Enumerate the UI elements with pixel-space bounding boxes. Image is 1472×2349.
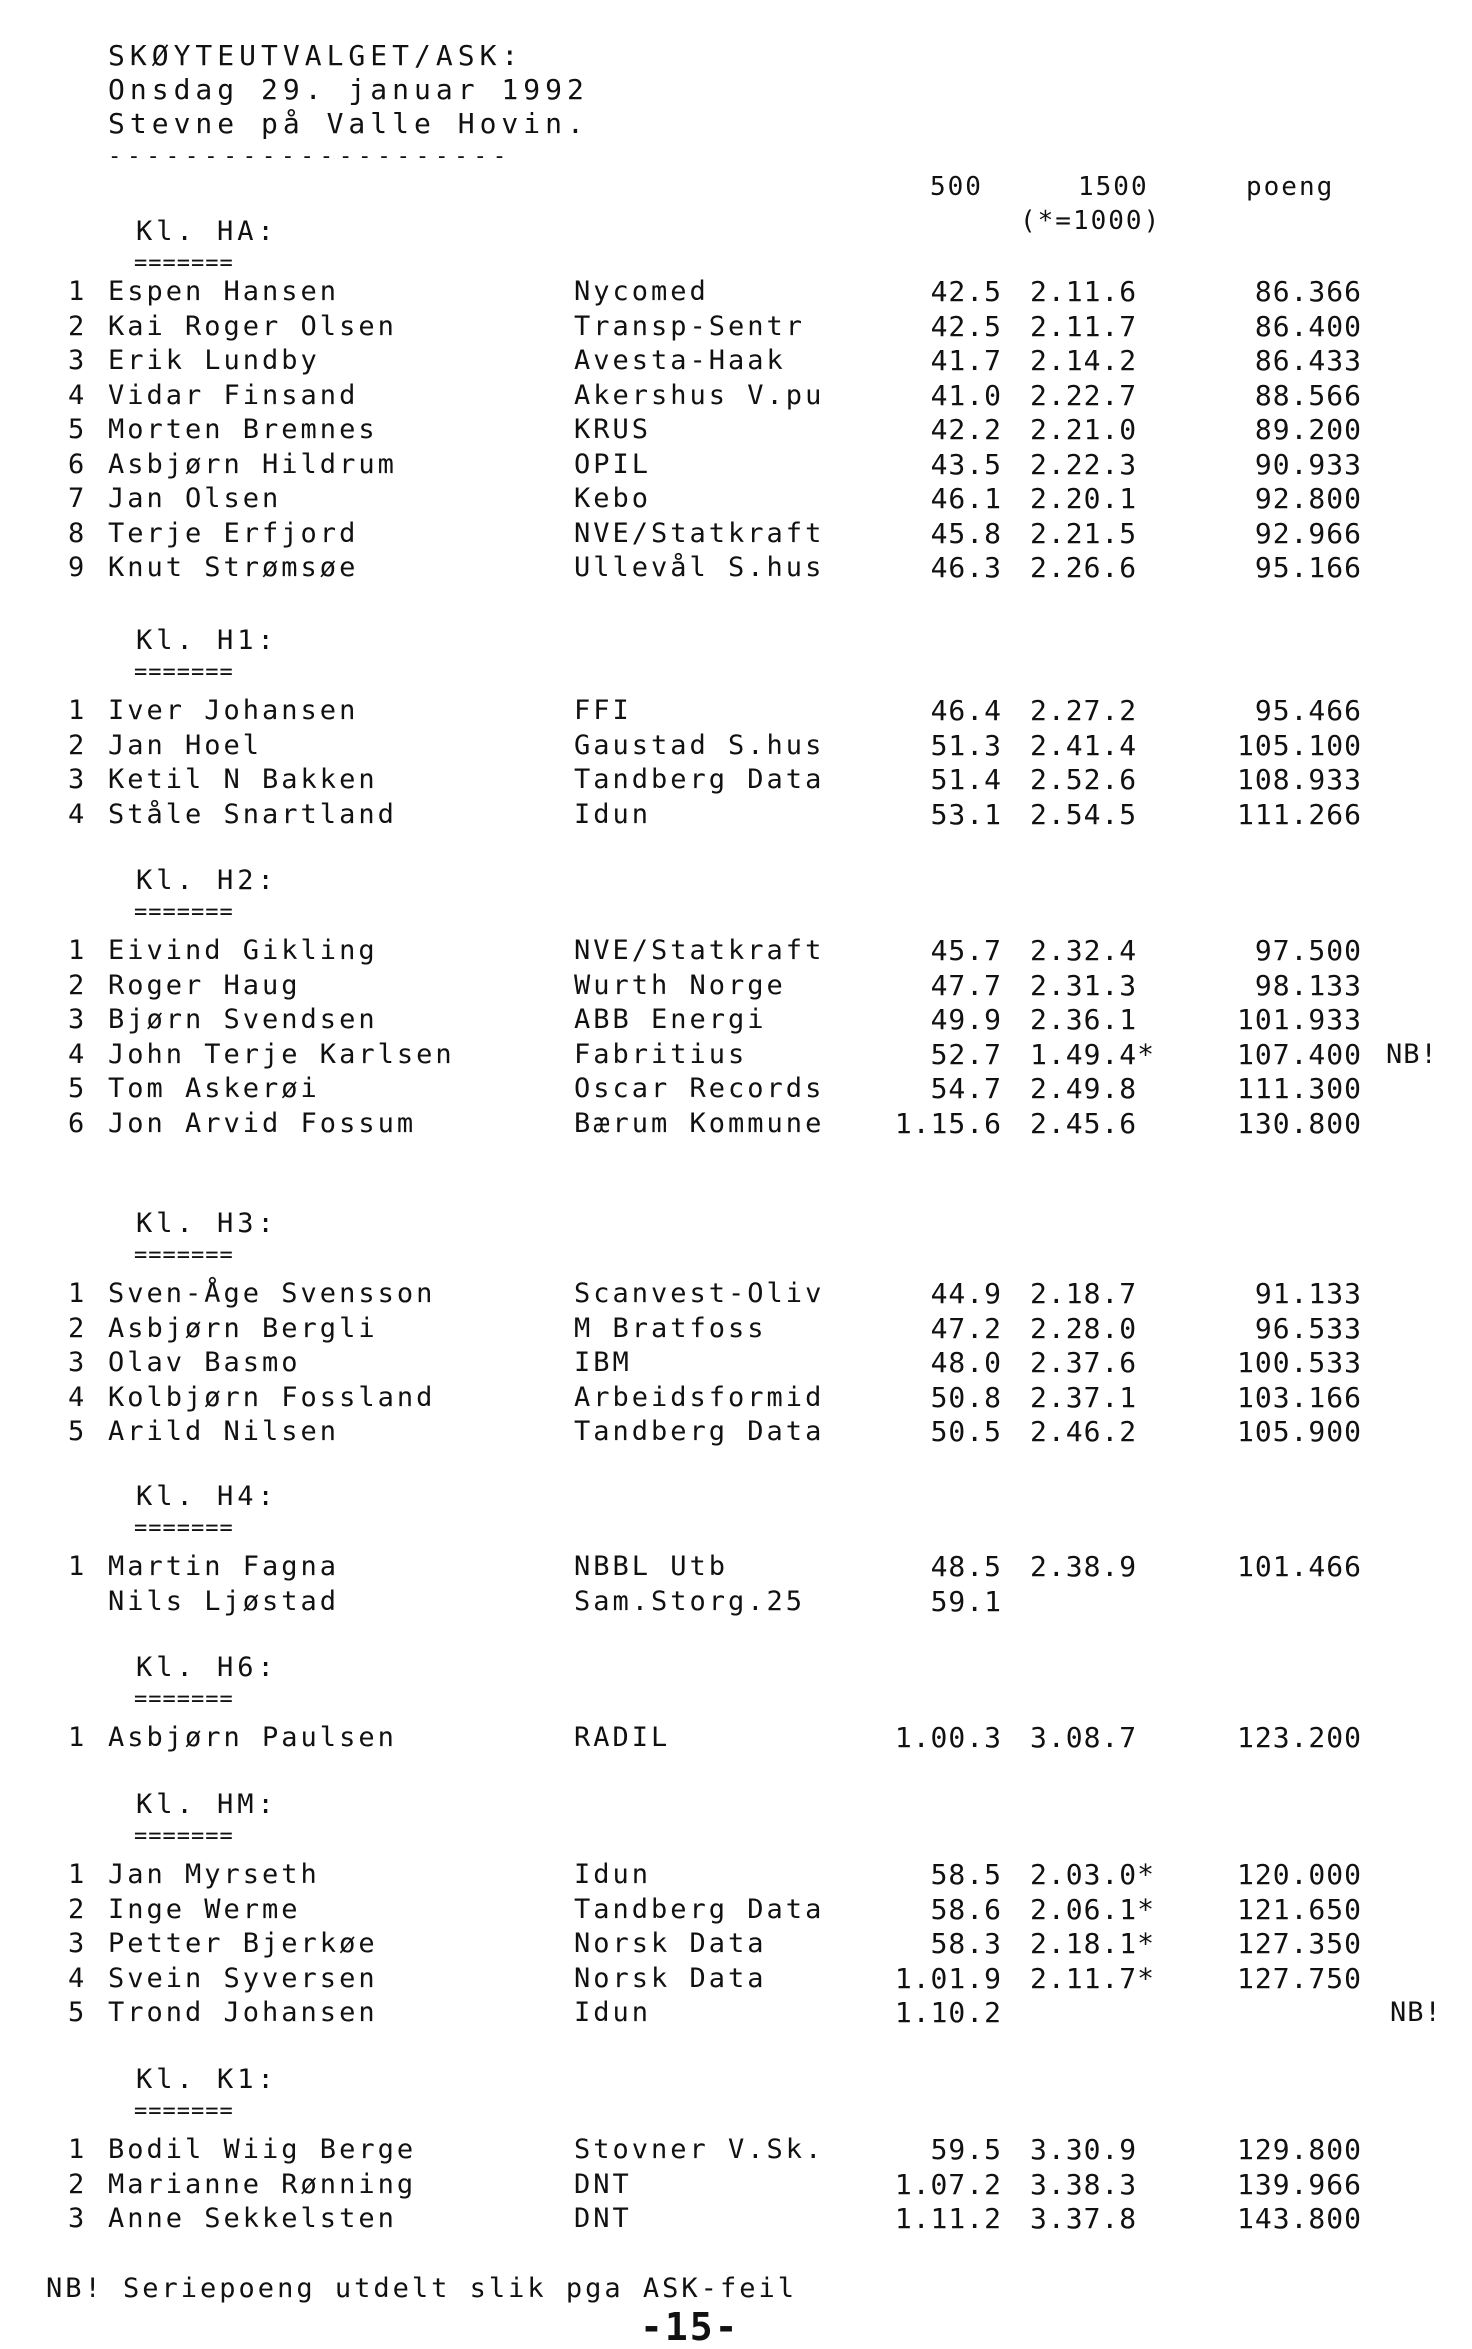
result-name: Roger Haug <box>108 969 301 1001</box>
class-title: Kl. HA: <box>136 216 278 247</box>
result-time-1500: 3.37.8 <box>1030 2202 1138 2235</box>
result-club: Norsk Data <box>574 1928 767 1959</box>
result-club: Akershus V.pu <box>574 379 825 411</box>
result-club: Scanvest-Oliv <box>574 1278 825 1309</box>
result-name: Martin Fagna <box>108 1551 340 1582</box>
header-venue: Stevne på Valle Hovin. <box>108 107 589 140</box>
result-club: Norsk Data <box>574 1962 767 1994</box>
result-name: Anne Sekkelsten <box>108 2203 397 2234</box>
result-club: Fabritius <box>574 1038 748 1070</box>
result-rank: 1 <box>68 1551 88 1582</box>
result-time-500: 1.10.2 <box>894 1996 1002 2029</box>
result-time-500: 50.8 <box>930 1380 1002 1414</box>
result-time-1500: 2.41.4 <box>1030 728 1138 762</box>
result-rank: 3 <box>68 764 88 795</box>
result-name: Bjørn Svendsen <box>108 1004 378 1035</box>
class-title: Kl. H1: <box>136 625 278 656</box>
result-time-1500: 2.18.7 <box>1030 1277 1138 1310</box>
result-rank: 5 <box>68 414 88 445</box>
result-time-1500: 2.45.6 <box>1030 1106 1138 1140</box>
result-time-1500: 2.03.0* <box>1030 1858 1156 1891</box>
result-time-500: 41.7 <box>930 344 1002 377</box>
result-name: Kai Roger Olsen <box>108 310 397 342</box>
result-points: 86.366 <box>1254 275 1362 308</box>
result-time-500: 51.3 <box>930 728 1002 762</box>
result-time-500: 42.5 <box>930 275 1002 308</box>
result-club: Idun <box>574 1859 652 1890</box>
result-points: 101.466 <box>1236 1550 1362 1583</box>
result-club: Gaustad S.hus <box>574 729 825 761</box>
result-time-1500: 3.08.7 <box>1030 1721 1138 1754</box>
result-time-1500: 2.26.6 <box>1030 551 1138 584</box>
header-title: SKØYTEUTVALGET/ASK: <box>108 39 524 72</box>
result-name: Sven-Åge Svensson <box>108 1278 436 1309</box>
result-points: 111.300 <box>1236 1072 1362 1105</box>
result-time-1500: 2.22.3 <box>1030 447 1138 481</box>
result-club: Idun <box>574 1997 652 2028</box>
result-rank: 2 <box>68 1893 88 1925</box>
result-points: 86.400 <box>1254 309 1362 343</box>
result-points: 86.433 <box>1254 344 1362 377</box>
result-rank: 1 <box>68 2134 88 2165</box>
column-header-500: 500 <box>930 172 983 202</box>
result-rank: 2 <box>68 310 88 342</box>
result-club: OPIL <box>574 448 652 480</box>
class-title: Kl. H3: <box>136 1208 278 1239</box>
result-rank: 2 <box>68 2168 88 2200</box>
result-name: Nils Ljøstad <box>108 1585 340 1617</box>
class-underline: ======= <box>134 1687 234 1712</box>
result-time-1500: 2.11.7* <box>1030 1961 1156 1995</box>
result-time-500: 59.1 <box>930 1584 1002 1618</box>
result-name: Asbjørn Bergli <box>108 1312 378 1344</box>
result-name: Eivind Gikling <box>108 935 378 966</box>
result-rank: 7 <box>68 483 88 514</box>
result-points: 101.933 <box>1236 1003 1362 1036</box>
result-time-500: 58.3 <box>930 1927 1002 1960</box>
column-header-points: poeng <box>1246 172 1335 202</box>
result-points: 123.200 <box>1236 1721 1362 1754</box>
result-club: Arbeidsformid <box>574 1381 825 1413</box>
result-rank: 1 <box>68 1722 88 1753</box>
result-rank: 8 <box>68 517 88 549</box>
result-note: NB! <box>1390 1997 1442 2028</box>
result-club: Idun <box>574 798 652 830</box>
result-time-500: 46.1 <box>930 482 1002 515</box>
result-points: 92.800 <box>1254 482 1362 515</box>
result-name: Bodil Wiig Berge <box>108 2134 417 2165</box>
result-club: NVE/Statkraft <box>574 935 825 966</box>
result-time-1500: 2.11.6 <box>1030 275 1138 308</box>
result-name: Petter Bjerkøe <box>108 1928 378 1959</box>
result-time-500: 46.3 <box>930 551 1002 584</box>
result-time-500: 54.7 <box>930 1072 1002 1105</box>
column-header-1500: 1500 <box>1078 172 1149 202</box>
result-rank: 3 <box>68 345 88 376</box>
result-club: Nycomed <box>574 276 709 307</box>
class-underline: ======= <box>134 900 234 925</box>
result-time-1500: 2.18.1* <box>1030 1927 1156 1960</box>
result-club: Tandberg Data <box>574 1893 825 1925</box>
result-rank: 3 <box>68 1347 88 1378</box>
result-time-1500: 2.37.1 <box>1030 1380 1138 1414</box>
result-name: Asbjørn Paulsen <box>108 1722 397 1753</box>
result-time-500: 42.2 <box>930 413 1002 446</box>
result-rank: 2 <box>68 1312 88 1344</box>
result-time-500: 1.11.2 <box>894 2202 1002 2235</box>
result-time-1500: 2.31.3 <box>1030 968 1138 1002</box>
result-points: 121.650 <box>1236 1892 1362 1926</box>
result-rank: 9 <box>68 552 88 583</box>
result-time-1500: 2.46.2 <box>1030 1415 1138 1448</box>
result-time-500: 59.5 <box>930 2133 1002 2166</box>
result-rank: 3 <box>68 2203 88 2234</box>
result-club: Ullevål S.hus <box>574 552 825 583</box>
result-club: Bærum Kommune <box>574 1107 825 1139</box>
result-rank: 4 <box>68 1381 88 1413</box>
result-name: Terje Erfjord <box>108 517 359 549</box>
result-name: Jan Olsen <box>108 483 282 514</box>
result-club: RADIL <box>574 1722 671 1753</box>
result-rank: 4 <box>68 1962 88 1994</box>
result-points: 107.400 <box>1236 1037 1362 1071</box>
result-club: NBBL Utb <box>574 1551 729 1582</box>
page-number: -15- <box>640 2305 740 2349</box>
result-time-500: 1.00.3 <box>894 1721 1002 1754</box>
class-title: Kl. HM: <box>136 1789 278 1820</box>
result-time-500: 44.9 <box>930 1277 1002 1310</box>
result-club: Tandberg Data <box>574 764 825 795</box>
result-points: 97.500 <box>1254 934 1362 967</box>
result-points: 127.350 <box>1236 1927 1362 1960</box>
result-time-1500: 2.14.2 <box>1030 344 1138 377</box>
result-time-1500: 2.21.0 <box>1030 413 1138 446</box>
result-name: Marianne Rønning <box>108 2168 417 2200</box>
result-rank: 2 <box>68 969 88 1001</box>
result-time-500: 58.5 <box>930 1858 1002 1891</box>
result-points: 120.000 <box>1236 1858 1362 1891</box>
result-club: IBM <box>574 1347 632 1378</box>
result-name: Asbjørn Hildrum <box>108 448 397 480</box>
result-time-1500: 2.11.7 <box>1030 309 1138 343</box>
class-underline: ======= <box>134 2099 234 2124</box>
result-points: 100.533 <box>1236 1346 1362 1379</box>
result-time-500: 49.9 <box>930 1003 1002 1036</box>
result-club: Transp-Sentr <box>574 310 806 342</box>
result-name: Knut Strømsøe <box>108 552 359 583</box>
result-points: 111.266 <box>1236 797 1362 831</box>
result-time-1500: 2.36.1 <box>1030 1003 1138 1036</box>
class-title: Kl. K1: <box>136 2064 278 2095</box>
result-club: Tandberg Data <box>574 1416 825 1447</box>
result-club: Stovner V.Sk. <box>574 2134 825 2165</box>
result-points: 89.200 <box>1254 413 1362 446</box>
column-header-1500-note: (*=1000) <box>1020 206 1162 236</box>
result-club: M Bratfoss <box>574 1312 767 1344</box>
result-rank: 1 <box>68 695 88 726</box>
class-title: Kl. H6: <box>136 1652 278 1683</box>
result-club: FFI <box>574 695 632 726</box>
result-club: Avesta-Haak <box>574 345 786 376</box>
result-time-500: 1.07.2 <box>894 2167 1002 2201</box>
result-points: 95.466 <box>1254 694 1362 727</box>
result-time-1500: 2.27.2 <box>1030 694 1138 727</box>
result-time-1500: 3.38.3 <box>1030 2167 1138 2201</box>
result-time-500: 41.0 <box>930 378 1002 412</box>
result-time-500: 45.7 <box>930 934 1002 967</box>
result-name: Ståle Snartland <box>108 798 397 830</box>
result-club: Oscar Records <box>574 1073 825 1104</box>
class-underline: ======= <box>134 1824 234 1849</box>
result-rank: 5 <box>68 1997 88 2028</box>
result-rank: 4 <box>68 379 88 411</box>
result-name: Jon Arvid Fossum <box>108 1107 417 1139</box>
class-title: Kl. H4: <box>136 1481 278 1512</box>
result-name: Inge Werme <box>108 1893 301 1925</box>
class-underline: ======= <box>134 251 234 276</box>
result-name: Jan Hoel <box>108 729 263 761</box>
result-time-1500: 2.52.6 <box>1030 763 1138 796</box>
result-name: Espen Hansen <box>108 276 340 307</box>
result-points: 108.933 <box>1236 763 1362 796</box>
result-name: Arild Nilsen <box>108 1416 340 1447</box>
result-points: 105.100 <box>1236 728 1362 762</box>
result-club: ABB Energi <box>574 1004 767 1035</box>
result-name: Tom Askerøi <box>108 1073 320 1104</box>
result-club: DNT <box>574 2203 632 2234</box>
result-time-500: 46.4 <box>930 694 1002 727</box>
result-rank: 3 <box>68 1004 88 1035</box>
result-time-500: 50.5 <box>930 1415 1002 1448</box>
result-points: 143.800 <box>1236 2202 1362 2235</box>
result-time-500: 48.5 <box>930 1550 1002 1583</box>
class-underline: ======= <box>134 1516 234 1541</box>
result-points: 103.166 <box>1236 1380 1362 1414</box>
result-time-1500: 2.28.0 <box>1030 1311 1138 1345</box>
result-name: Ketil N Bakken <box>108 764 378 795</box>
result-time-1500: 2.32.4 <box>1030 934 1138 967</box>
result-rank: 1 <box>68 276 88 307</box>
result-time-500: 47.7 <box>930 968 1002 1002</box>
result-club: KRUS <box>574 414 652 445</box>
result-rank: 1 <box>68 1278 88 1309</box>
result-time-500: 51.4 <box>930 763 1002 796</box>
result-time-1500: 2.20.1 <box>1030 482 1138 515</box>
result-points: 96.533 <box>1254 1311 1362 1345</box>
result-club: NVE/Statkraft <box>574 517 825 549</box>
result-time-500: 1.01.9 <box>894 1961 1002 1995</box>
result-points: 90.933 <box>1254 447 1362 481</box>
result-rank: 4 <box>68 1038 88 1070</box>
result-club: Sam.Storg.25 <box>574 1585 806 1617</box>
result-time-1500: 1.49.4* <box>1030 1037 1156 1071</box>
result-name: Vidar Finsand <box>108 379 359 411</box>
result-time-1500: 3.30.9 <box>1030 2133 1138 2166</box>
result-time-500: 52.7 <box>930 1037 1002 1071</box>
result-club: Kebo <box>574 483 652 514</box>
result-points: 127.750 <box>1236 1961 1362 1995</box>
result-time-500: 48.0 <box>930 1346 1002 1379</box>
result-rank: 5 <box>68 1073 88 1104</box>
result-name: Morten Bremnes <box>108 414 378 445</box>
result-points: 88.566 <box>1254 378 1362 412</box>
result-time-500: 1.15.6 <box>894 1106 1002 1140</box>
result-name: John Terje Karlsen <box>108 1038 455 1070</box>
result-name: Iver Johansen <box>108 695 359 726</box>
result-points: 95.166 <box>1254 551 1362 584</box>
result-name: Kolbjørn Fossland <box>108 1381 436 1413</box>
result-rank: 1 <box>68 1859 88 1890</box>
result-time-1500: 2.22.7 <box>1030 378 1138 412</box>
result-time-1500: 2.49.8 <box>1030 1072 1138 1105</box>
result-points: 91.133 <box>1254 1277 1362 1310</box>
result-time-500: 53.1 <box>930 797 1002 831</box>
header-date: Onsdag 29. januar 1992 <box>108 73 589 106</box>
result-points: 98.133 <box>1254 968 1362 1002</box>
result-rank: 5 <box>68 1416 88 1447</box>
result-note: NB! <box>1386 1038 1438 1070</box>
result-time-500: 42.5 <box>930 309 1002 343</box>
result-rank: 6 <box>68 1107 88 1139</box>
result-time-500: 58.6 <box>930 1892 1002 1926</box>
result-time-1500: 2.38.9 <box>1030 1550 1138 1583</box>
class-underline: ======= <box>134 660 234 685</box>
result-name: Svein Syversen <box>108 1962 378 1994</box>
result-club: Wurth Norge <box>574 969 786 1001</box>
result-time-1500: 2.06.1* <box>1030 1892 1156 1926</box>
result-rank: 3 <box>68 1928 88 1959</box>
result-time-1500: 2.21.5 <box>1030 516 1138 550</box>
result-points: 139.966 <box>1236 2167 1362 2201</box>
result-rank: 1 <box>68 935 88 966</box>
result-name: Jan Myrseth <box>108 1859 320 1890</box>
footer-note: NB! Seriepoeng utdelt slik pga ASK-feil <box>46 2273 797 2304</box>
result-time-1500: 2.37.6 <box>1030 1346 1138 1379</box>
result-points: 92.966 <box>1254 516 1362 550</box>
class-title: Kl. H2: <box>136 865 278 896</box>
result-time-500: 47.2 <box>930 1311 1002 1345</box>
result-points: 130.800 <box>1236 1106 1362 1140</box>
result-time-500: 45.8 <box>930 516 1002 550</box>
result-rank: 6 <box>68 448 88 480</box>
result-points: 105.900 <box>1236 1415 1362 1448</box>
result-name: Erik Lundby <box>108 345 320 376</box>
result-time-1500: 2.54.5 <box>1030 797 1138 831</box>
result-club: DNT <box>574 2168 632 2200</box>
header-rule: --------------------- <box>108 144 513 169</box>
result-points: 129.800 <box>1236 2133 1362 2166</box>
result-rank: 4 <box>68 798 88 830</box>
result-rank: 2 <box>68 729 88 761</box>
result-name: Trond Johansen <box>108 1997 378 2028</box>
result-name: Olav Basmo <box>108 1347 301 1378</box>
result-time-500: 43.5 <box>930 447 1002 481</box>
class-underline: ======= <box>134 1243 234 1268</box>
